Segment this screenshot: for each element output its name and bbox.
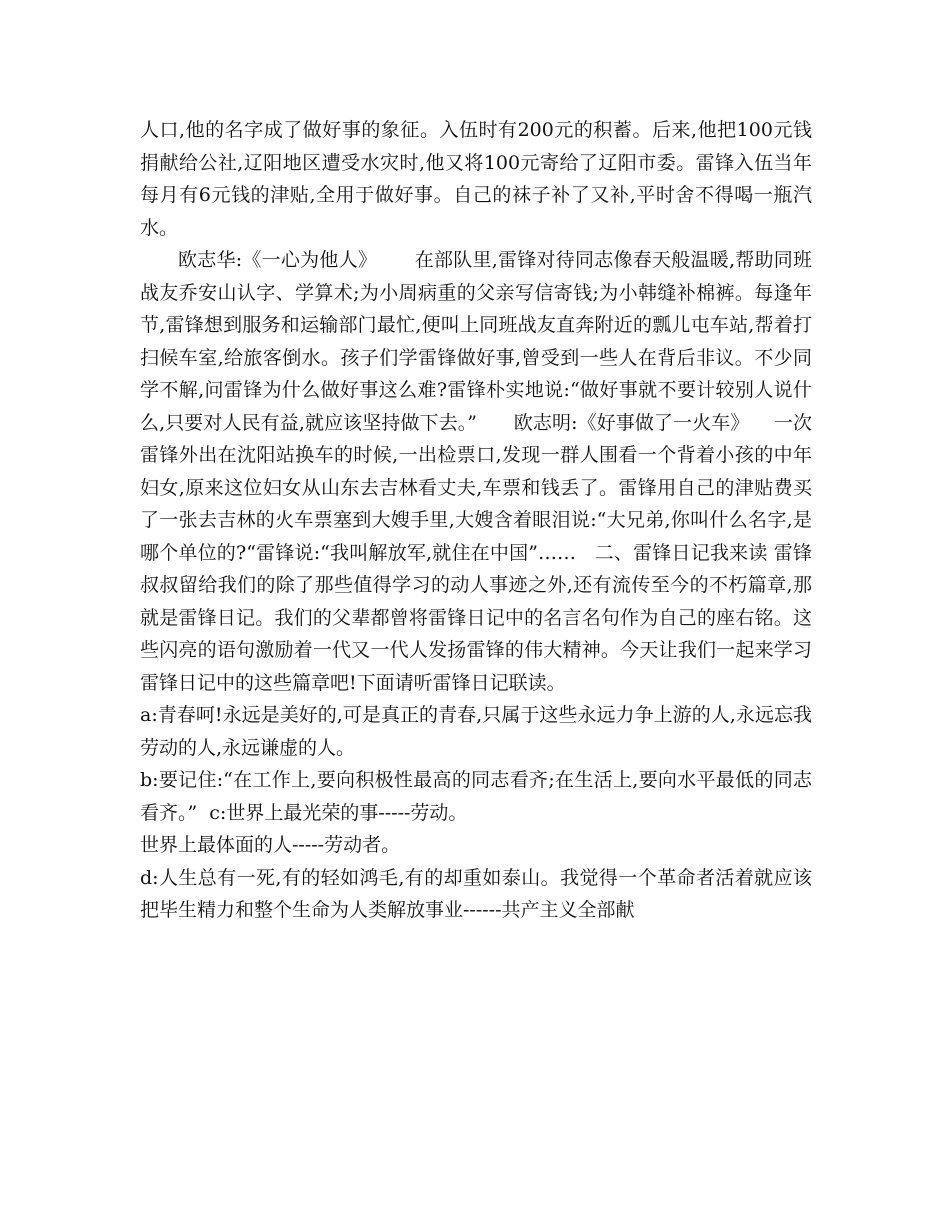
paragraph-1: 人口,他的名字成了做好事的象征。入伍时有200元的积蓄。后来,他把100元钱捐献给公社,辽阳地区遭受水灾时,他又将100元寄给了辽阳市委。雷锋入伍当年每月有6元钱的津贴,全用于做好事。自己的袜子补了又补,平时舍不得喝一瓶汽水。 [140, 119, 812, 239]
paragraph-3: a:青春呵!永远是美好的,可是真正的青春,只属于这些永远力争上游的人,永远忘我劳动的人,永远谦虚的人。 [140, 704, 812, 759]
paragraph-5: 世界上最体面的人-----劳动者。 [140, 834, 401, 856]
paragraph-6: d:人生总有一死,有的轻如鸿毛,有的却重如泰山。我觉得一个革命者活着就应该把毕生精力和整个生命为人类解放事业------共产主义全部献 [140, 866, 812, 921]
paragraph-4: b:要记住:“在工作上,要向积极性最高的同志看齐;在生活上,要向水平最低的同志看齐。” c:世界上最光荣的事-----劳动。 [140, 769, 812, 824]
paragraph-2: 欧志华:《一心为他人》 在部队里,雷锋对待同志像春天般温暖,帮助同班战友乔安山认字、学算术;为小周病重的父亲写信寄钱;为小韩缝补棉裤。每逢年节,雷锋想到服务和运输部门最忙,便叫上同班战友直奔附近的瓢儿屯车站,帮着打扫候车室,给旅客倒水。孩子们学雷锋做好事,曾受到一些人在背后非议。不少同学不解,问雷锋为什么做好事这么难?雷锋朴实地说:“做好事就不要计较别人说什么,只要对人民有益,就应该坚持做下去。” 欧志明:《好事做了一火车》 一次雷锋外出在沈阳站换车的时候,一出检票口,发现一群人围看一个背着小孩的中年妇女,原来这位妇女从山东去吉林看丈夫,车票和钱丢了。雷锋用自己的津贴费买了一张去吉林的火车票塞到大嫂手里,大嫂含着眼泪说:“大兄弟,你叫什么名字,是哪个单位的?“雷锋说:“我叫解放军,就住在中国”…… 二、雷锋日记我来读 雷锋叔叔留给我们的除了那些值得学习的动人事迹之外,还有流传至今的不朽篇章,那就是雷锋日记。我们的父辈都曾将雷锋日记中的名言名句作为自己的座右铭。这些闪亮的语句激励着一代又一代人发扬雷锋的伟大精神。今天让我们一起来学习雷锋日记中的这些篇章吧!下面请听雷锋日记联读。 [140, 249, 812, 694]
document-body [140, 114, 812, 927]
